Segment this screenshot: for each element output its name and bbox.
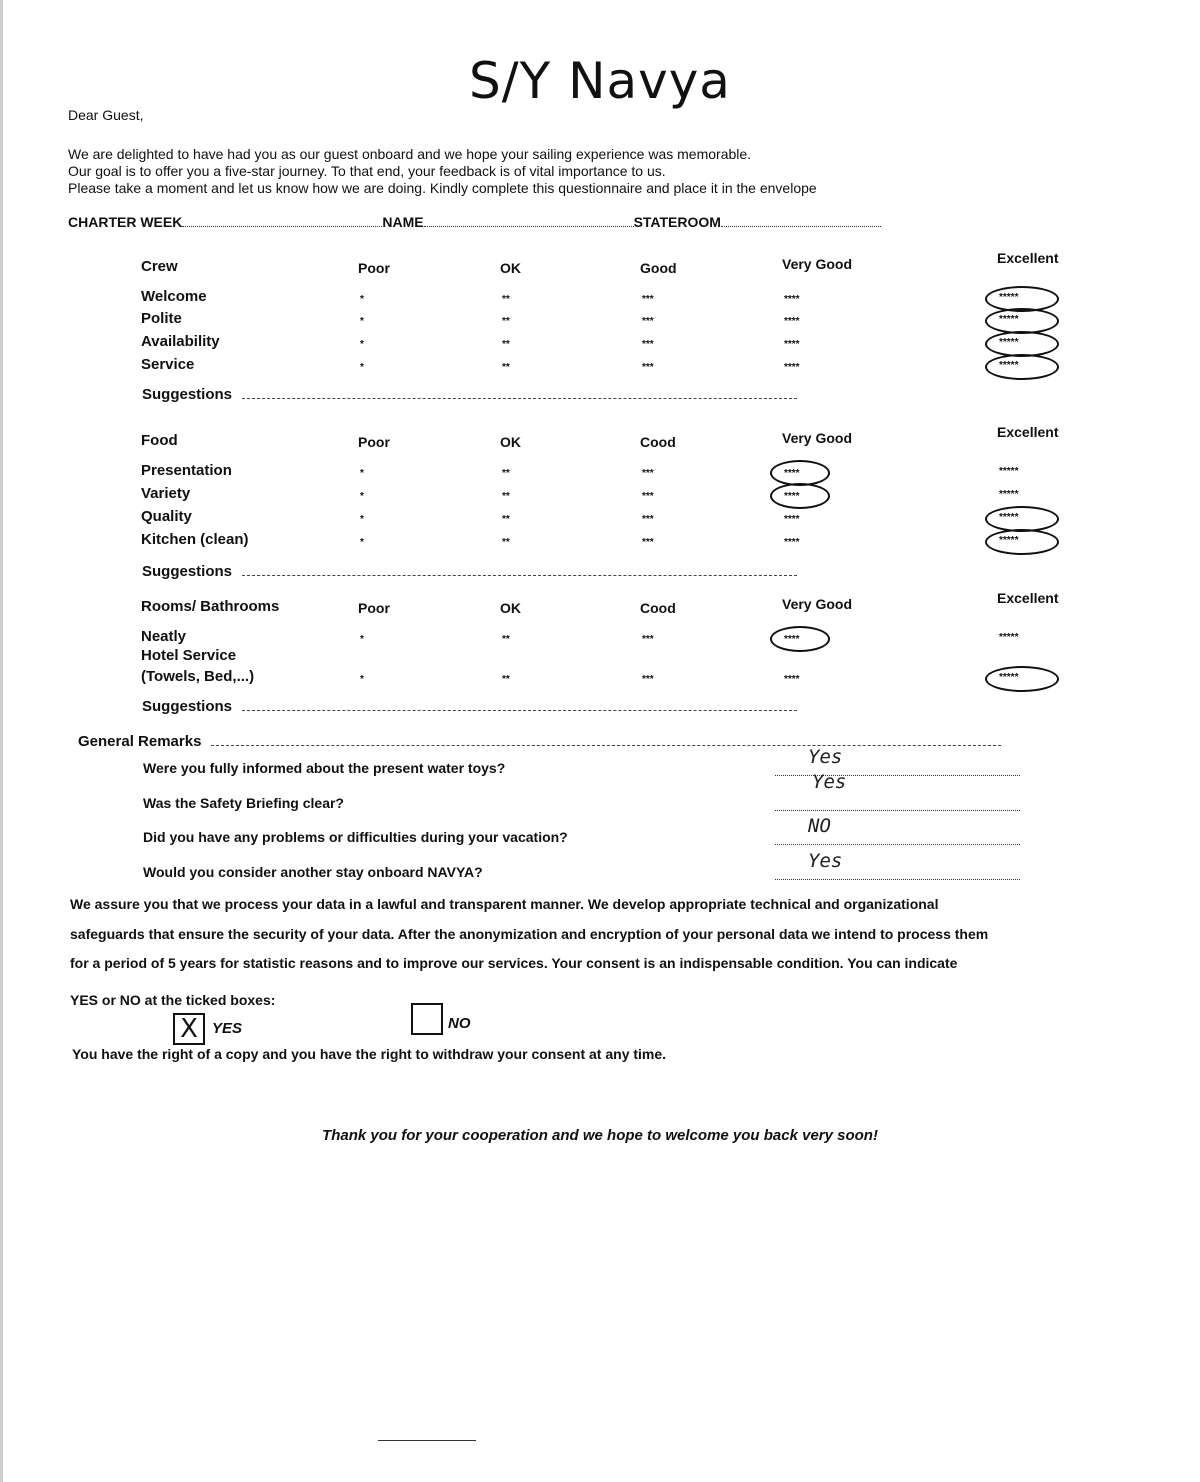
name-label: NAME	[382, 214, 424, 230]
column-header: Very Good	[782, 596, 853, 612]
rating-stars-option[interactable]: *****	[999, 535, 1019, 546]
selection-circle-icon	[770, 626, 830, 652]
column-header: Cood	[640, 434, 676, 450]
suggestions-label: Suggestions	[142, 386, 233, 403]
rating-stars-option[interactable]: *****	[999, 360, 1019, 371]
suggestions-label: Suggestions	[142, 563, 233, 580]
column-header: Poor	[358, 434, 390, 450]
rating-stars-option[interactable]: *****	[999, 512, 1019, 523]
section-title: Food	[141, 432, 178, 449]
selection-circle-icon	[985, 529, 1059, 555]
privacy-line-4: YES or NO at the ticked boxes:	[70, 992, 276, 1008]
rating-stars-option[interactable]: **	[502, 674, 510, 685]
general-remarks	[78, 733, 1001, 750]
rating-stars-option[interactable]: *	[360, 468, 364, 479]
rating-stars-option[interactable]: ***	[642, 339, 654, 350]
check-mark-icon: X	[180, 1014, 198, 1044]
rating-stars-option[interactable]: ****	[784, 468, 800, 479]
intro-line-1: We are delighted to have had you as our guest onboard and we hope your sailing experience was memorable.	[68, 146, 752, 162]
selection-circle-icon	[985, 354, 1059, 380]
charter-week-label: CHARTER WEEK	[68, 214, 183, 230]
column-header: Excellent	[997, 250, 1059, 266]
rating-stars-option[interactable]: ****	[784, 362, 800, 373]
rating-stars-option[interactable]: ****	[784, 514, 800, 525]
rating-stars-option[interactable]: ****	[784, 294, 800, 305]
rating-row-label: Presentation	[141, 462, 232, 479]
rating-stars-option[interactable]: ****	[784, 316, 800, 327]
question-text: Would you consider another stay onboard NAVYA?	[143, 864, 483, 880]
general-remarks-field[interactable]	[211, 735, 1001, 746]
stateroom-label: STATEROOM	[633, 214, 721, 230]
consent-no-checkbox[interactable]	[411, 1003, 443, 1035]
rating-stars-option[interactable]: **	[502, 339, 510, 350]
rights-text: You have the right of a copy and you have the right to withdraw your consent at any time.	[72, 1046, 667, 1062]
rating-row-label: Neatly	[141, 628, 187, 645]
rating-row-label: Quality	[141, 508, 192, 525]
suggestions-field[interactable]	[242, 565, 797, 576]
page-edge	[0, 0, 3, 1482]
rating-stars-option[interactable]: ***	[642, 537, 654, 548]
rating-stars-option[interactable]: *	[360, 316, 364, 327]
suggestions-row	[142, 698, 797, 715]
rating-stars-option[interactable]: *	[360, 294, 364, 305]
privacy-line-3: for a period of 5 years for statistic reasons and to improve our services. Your consent is an indispensable condition. You can indicate	[70, 955, 958, 971]
rating-stars-option[interactable]: ****	[784, 634, 800, 645]
rating-stars-option[interactable]: *	[360, 514, 364, 525]
rating-stars-option[interactable]: **	[502, 294, 510, 305]
rating-stars-option[interactable]: ***	[642, 514, 654, 525]
rating-stars-option[interactable]: ***	[642, 316, 654, 327]
rating-row-label: Availability	[141, 333, 220, 350]
question-text: Were you fully informed about the present water toys?	[143, 760, 506, 776]
greeting: Dear Guest,	[68, 107, 144, 123]
rating-stars-option[interactable]: ****	[784, 674, 800, 685]
column-header: Very Good	[782, 430, 853, 446]
suggestions-field[interactable]	[242, 388, 797, 399]
rating-stars-option[interactable]: ****	[784, 339, 800, 350]
rating-stars-option[interactable]: *****	[999, 466, 1019, 477]
handwritten-answer: Yes	[808, 850, 843, 872]
rating-row-label: Polite	[141, 310, 182, 327]
rating-stars-option[interactable]: ****	[784, 491, 800, 502]
rating-stars-option[interactable]: *****	[999, 632, 1019, 643]
rating-stars-option[interactable]: ***	[642, 362, 654, 373]
answer-field[interactable]	[775, 843, 1020, 845]
column-header: Excellent	[997, 590, 1059, 606]
rating-stars-option[interactable]: **	[502, 362, 510, 373]
rating-stars-option[interactable]: **	[502, 491, 510, 502]
rating-stars-option[interactable]: *****	[999, 337, 1019, 348]
charter-week-field[interactable]	[182, 214, 382, 227]
privacy-line-1: We assure you that we process your data in a lawful and transparent manner. We develop appropriate technical and organizational	[70, 896, 939, 912]
section-title: Rooms/ Bathrooms	[141, 598, 280, 615]
stateroom-field[interactable]	[721, 214, 881, 227]
column-header: Poor	[358, 260, 390, 276]
name-field[interactable]	[424, 214, 634, 227]
rating-stars-option[interactable]: *****	[999, 314, 1019, 325]
suggestions-row	[142, 386, 797, 403]
consent-yes-label: YES	[212, 1020, 243, 1037]
intro-line-2: Our goal is to offer you a five-star journey. To that end, your feedback is of vital importance to us.	[68, 163, 666, 179]
rating-stars-option[interactable]: **	[502, 537, 510, 548]
handwritten-answer: Yes	[812, 771, 847, 793]
rating-stars-option[interactable]: *	[360, 339, 364, 350]
suggestions-row	[142, 563, 797, 580]
general-remarks-label: General Remarks	[78, 733, 202, 750]
rating-stars-option[interactable]: *****	[999, 292, 1019, 303]
rating-stars-option[interactable]: ***	[642, 674, 654, 685]
suggestions-label: Suggestions	[142, 698, 233, 715]
rating-stars-option[interactable]: **	[502, 316, 510, 327]
rating-row-label: Kitchen (clean)	[141, 531, 249, 548]
rating-stars-option[interactable]: *	[360, 362, 364, 373]
rating-stars-option[interactable]: *	[360, 537, 364, 548]
suggestions-field[interactable]	[242, 700, 797, 711]
rating-row-label: Variety	[141, 485, 191, 502]
rating-stars-option[interactable]: **	[502, 468, 510, 479]
column-header: Excellent	[997, 424, 1059, 440]
rating-stars-option[interactable]: **	[502, 634, 510, 645]
footer-divider	[378, 1440, 476, 1441]
handwritten-answer: Yes	[808, 746, 843, 768]
question-text: Was the Safety Briefing clear?	[143, 795, 344, 811]
rating-stars-option[interactable]: ***	[642, 468, 654, 479]
question-text: Did you have any problems or difficulties during your vacation?	[143, 829, 568, 845]
consent-no-label: NO	[448, 1015, 471, 1032]
rating-stars-option[interactable]: ***	[642, 491, 654, 502]
closing-message: Thank you for your cooperation and we hope to welcome you back very soon!	[322, 1127, 878, 1144]
privacy-line-2: safeguards that ensure the security of your data. After the anonymization and encryption of your personal data we intend to process them	[70, 926, 989, 942]
selection-circle-icon	[770, 483, 830, 509]
answer-field[interactable]	[775, 809, 1020, 811]
rating-stars-option[interactable]: *	[360, 674, 364, 685]
column-header: OK	[500, 434, 521, 450]
page-title: S/Y Navya	[469, 52, 731, 110]
handwritten-answer: NO	[808, 815, 831, 837]
section-title: Crew	[141, 258, 178, 275]
intro-line-3: Please take a moment and let us know how we are doing. Kindly complete this questionnaire and place it in the envelope	[68, 180, 817, 196]
rating-stars-option[interactable]: ***	[642, 294, 654, 305]
rating-stars-option[interactable]: ****	[784, 537, 800, 548]
header-fields	[68, 214, 881, 230]
column-header: Very Good	[782, 256, 853, 272]
column-header: OK	[500, 600, 521, 616]
rating-row-label: Service	[141, 356, 195, 373]
column-header: Poor	[358, 600, 390, 616]
answer-field[interactable]	[775, 878, 1020, 880]
rating-row-label: (Towels, Bed,...)	[141, 668, 255, 685]
rating-row-label: Hotel Service	[141, 647, 237, 664]
rating-stars-option[interactable]: *****	[999, 489, 1019, 500]
selection-circle-icon	[985, 666, 1059, 692]
consent-yes-checkbox[interactable]	[173, 1013, 205, 1045]
rating-stars-option[interactable]: **	[502, 514, 510, 525]
rating-stars-option[interactable]: *	[360, 491, 364, 502]
column-header: Good	[640, 260, 677, 276]
rating-stars-option[interactable]: *****	[999, 672, 1019, 683]
column-header: Cood	[640, 600, 676, 616]
rating-stars-option[interactable]: *	[360, 634, 364, 645]
rating-row-label: Welcome	[141, 288, 207, 305]
rating-stars-option[interactable]: ***	[642, 634, 654, 645]
column-header: OK	[500, 260, 521, 276]
